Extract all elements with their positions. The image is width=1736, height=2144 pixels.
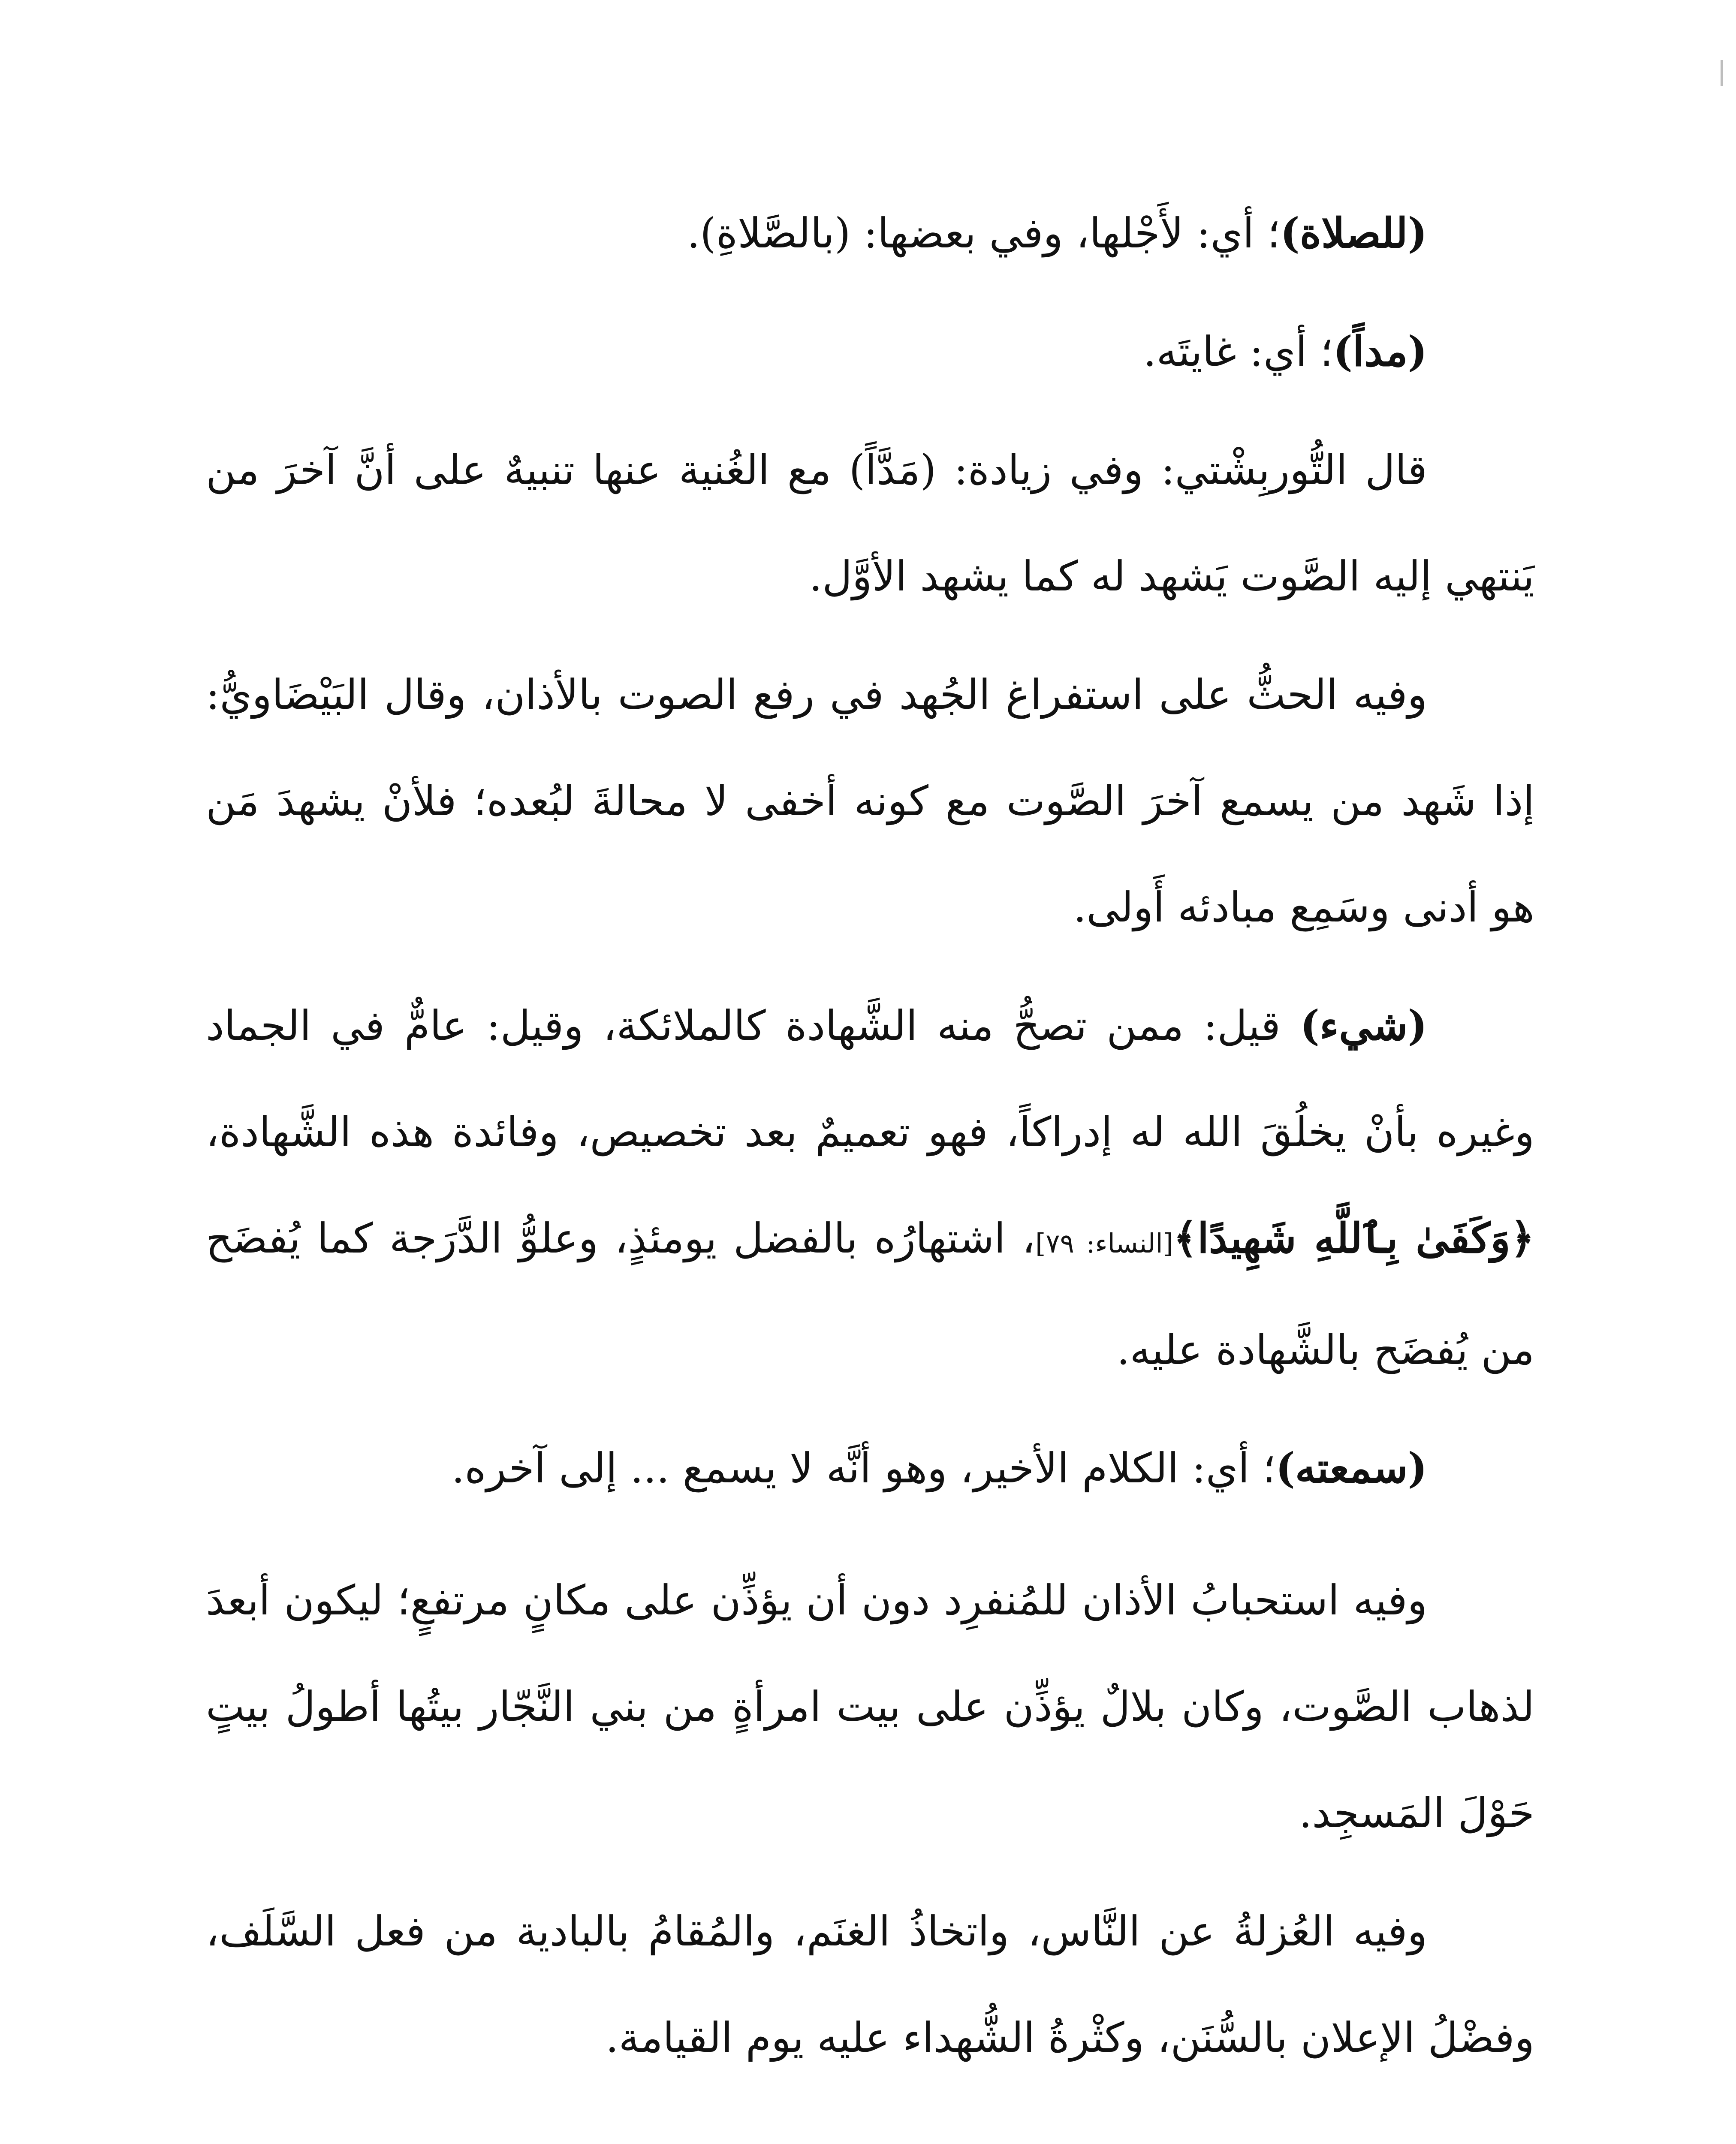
paragraph-samitahu (206, 1415, 1534, 1521)
paragraph-text: ، اشتهارُه بالفضل يومئذٍ، وعلوُّ الدَّرَجة كما يُفضَح من يُفضَح بالشَّهادة عليه. (206, 1214, 1534, 1374)
paragraph-text: ؛ أي: لأَجْلها، وفي بعضها: (بالصَّلاةِ). (687, 209, 1281, 257)
paragraph-istihbab (206, 1547, 1534, 1866)
paragraph-madda (206, 298, 1534, 405)
paragraph-turbishti (206, 417, 1534, 629)
paragraph-lead: (شيء) (1300, 1001, 1427, 1050)
paragraph-uzla (206, 1878, 1534, 2091)
paragraph-salah (206, 180, 1534, 286)
paragraph-text: وفيه العُزلةُ عن النَّاس، واتخاذُ الغنَم، والمُقامُ بالبادية من فعل السَّلَف، وفضْلُ الإعلان بالسُّنَن، وكثْرةُ الشُّهداء عليه يوم القيامة. (206, 1907, 1534, 2062)
scan-margin-mark (1721, 60, 1723, 86)
paragraph-text: ؛ أي: الكلام الأخير، وهو أنَّه لا يسمع ... إلى آخره. (451, 1444, 1276, 1492)
paragraph-text: قيل: ممن تصحُّ منه الشَّهادة كالملائكة، وقيل: عامٌّ في الجماد وغيره بأنْ يخلُقَ الله له إدراكاً، فهو تعميمٌ بعد تخصيص، وفائدة هذه الشَّهادة، (206, 1002, 1535, 1156)
quran-reference: [النساء: ٧٩] (1035, 1228, 1173, 1259)
quran-quote: ﴿وَكَفَىٰ بِٱللَّهِ شَهِيدًا﴾ (1173, 1214, 1535, 1262)
paragraph-text: وفيه استحبابُ الأذان للمُنفرِد دون أن يؤذِّن على مكانٍ مرتفعٍ؛ ليكون أبعدَ لذهاب الصَّوت، وكان بلالٌ يؤذِّن على بيت امرأةٍ من بني النَّجّار بيتُها أطولُ بيتٍ حَوْلَ المَسجِد. (206, 1576, 1534, 1837)
paragraph-lead: (للصلاة) (1280, 209, 1427, 257)
paragraph-baydawi (206, 641, 1534, 961)
paragraph-text: وفيه الحثُّ على استفراغ الجُهد في رفع الصوت بالأذان، وقال البَيْضَاويُّ: إذا شَهد من يسمع آخرَ الصَّوت مع كونه أخفى لا محالةَ لبُعده؛ فلأنْ يشهدَ مَن هو أدنى وسَمِع مبادئه أَولى. (206, 671, 1535, 931)
paragraph-lead: (مداً) (1333, 327, 1427, 376)
page-body (206, 180, 1534, 2103)
paragraph-lead: (سمعته) (1275, 1444, 1427, 1492)
paragraph-text: ؛ أي: غايتَه. (1143, 328, 1333, 376)
paragraph-text: قال التُّوربِشْتي: وفي زيادة: (مَدَّاً) مع الغُنية عنها تنبيهٌ على أنَّ آخرَ من يَنتهي إليه الصَّوت يَشهد له كما يشهد الأوَّل. (206, 446, 1534, 600)
paragraph-shay (206, 973, 1534, 1403)
